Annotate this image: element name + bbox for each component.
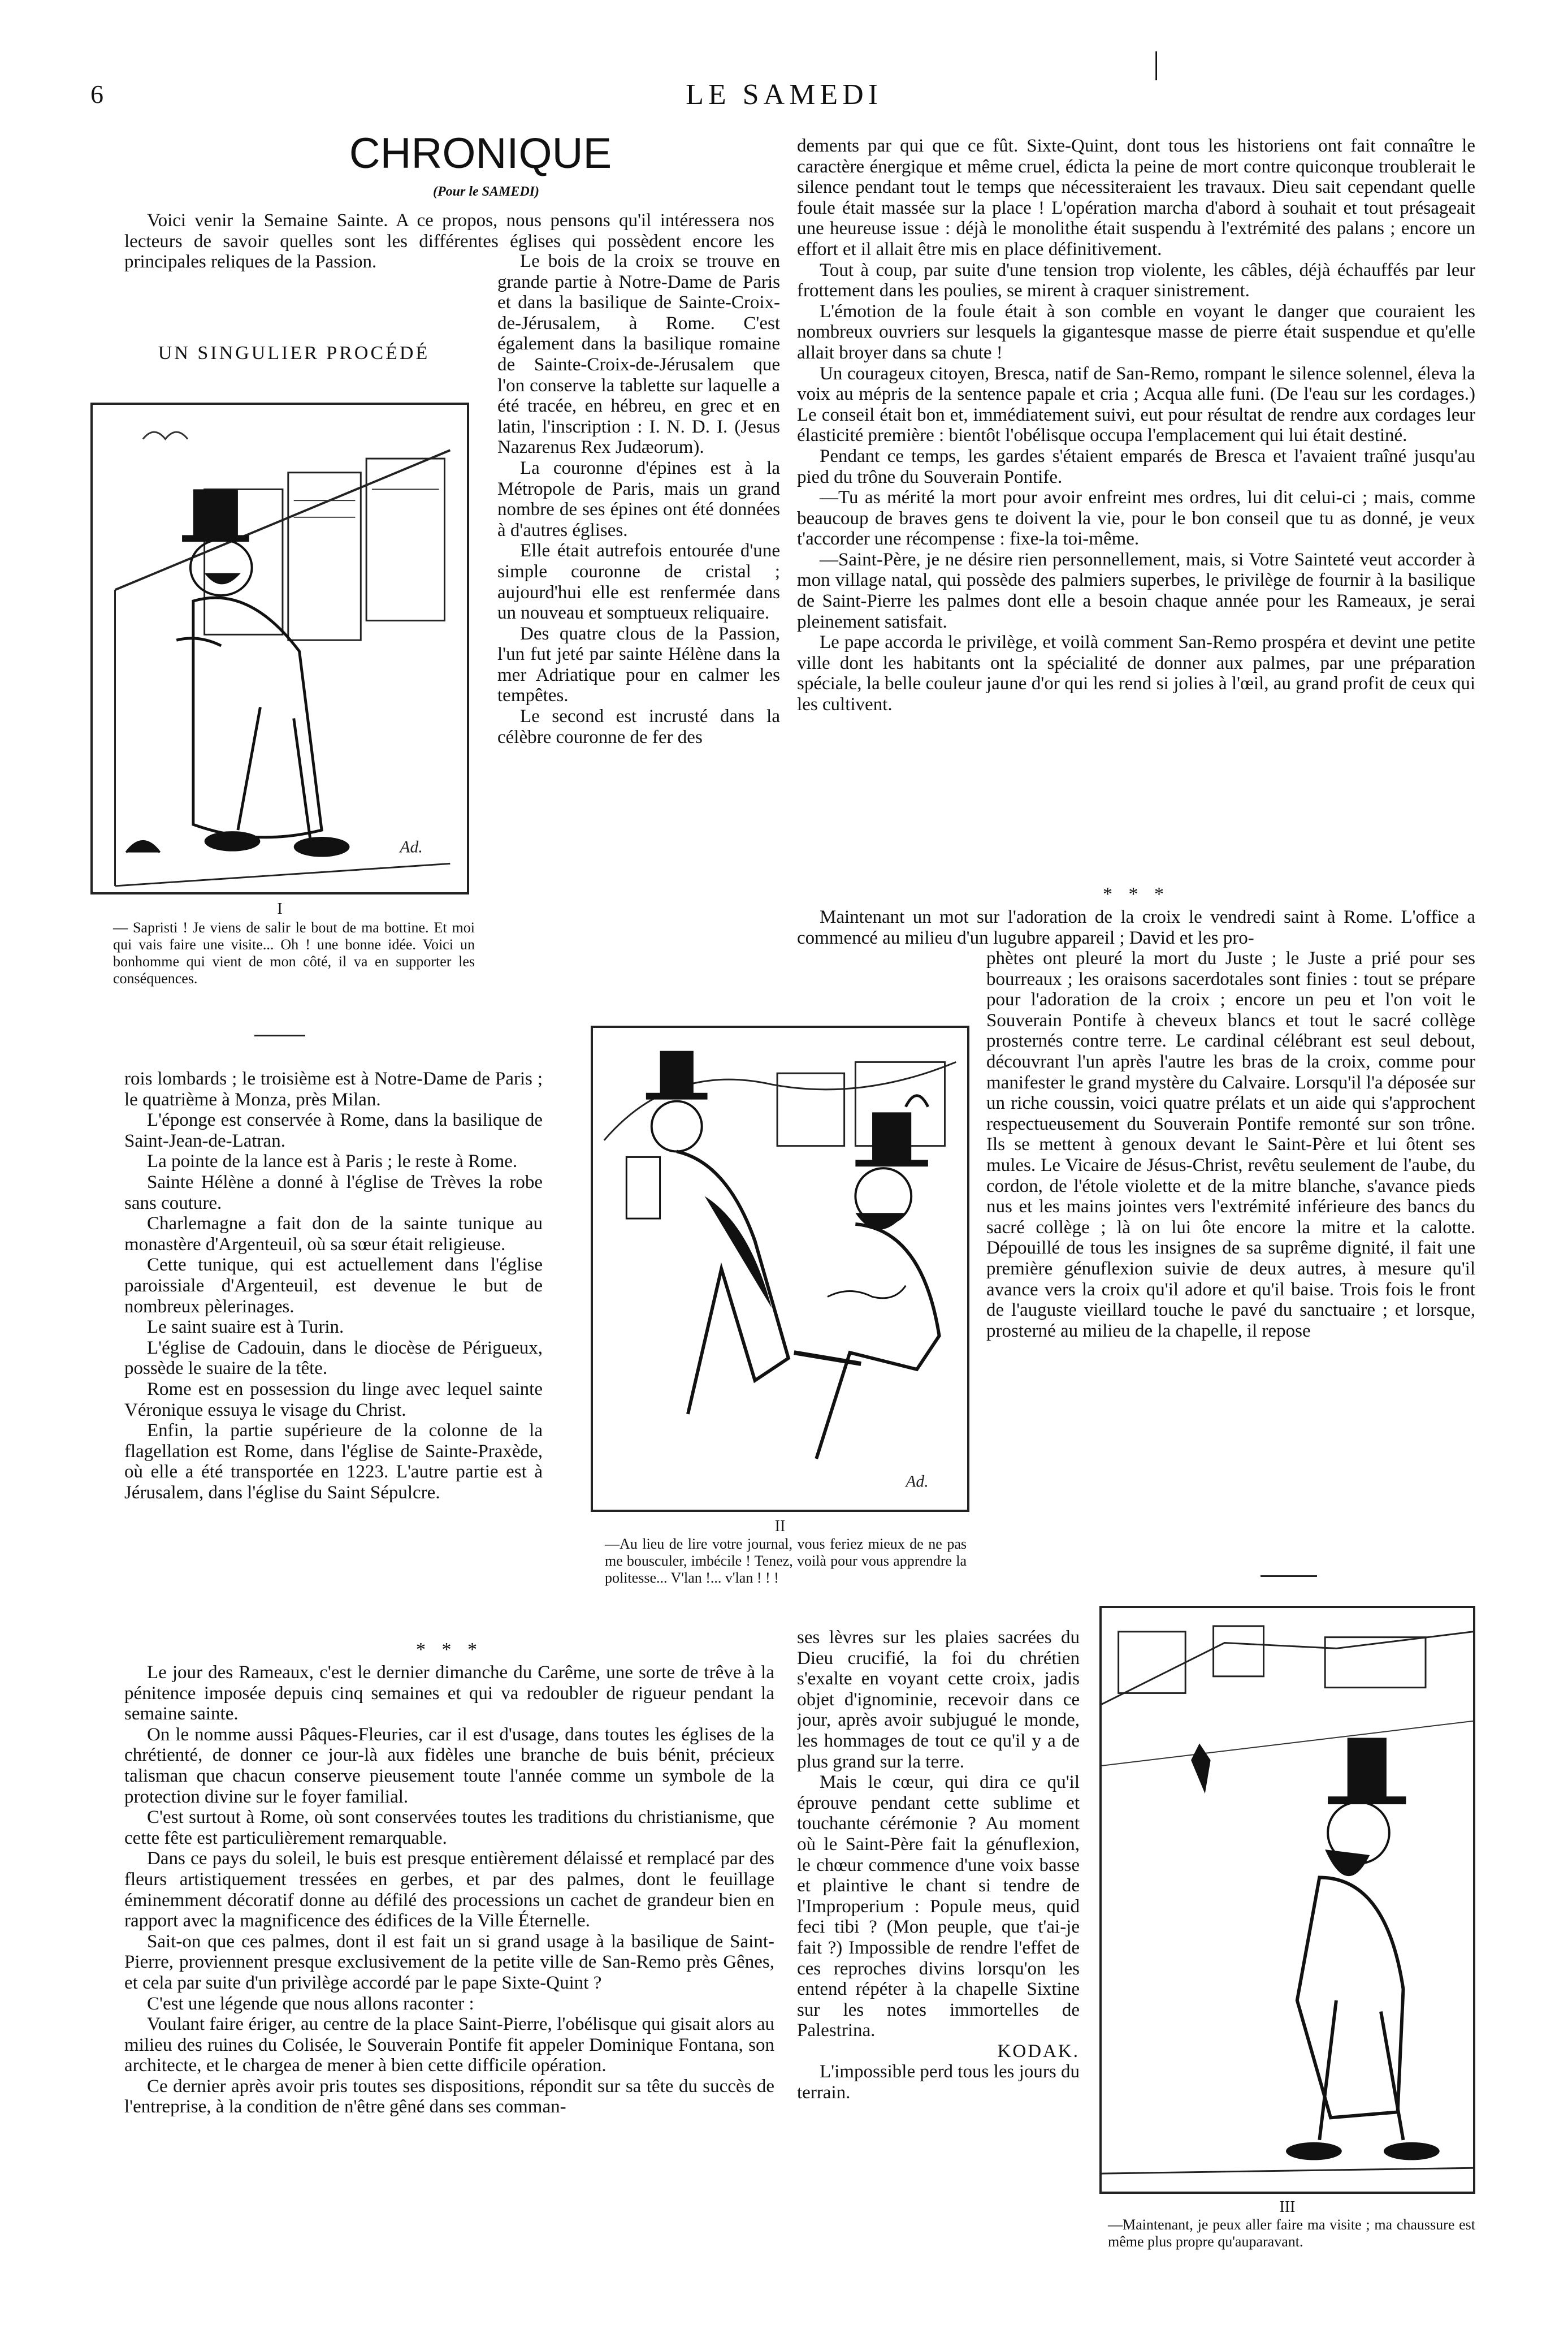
cartoon-figure-2-drawing [593,1028,967,1510]
paragraph: L'impossible perd tous les jours du terrain. [797,2062,1080,2103]
cartoon-figure-3-drawing [1102,1608,1473,2192]
relics-column-lower [124,1069,543,1503]
section-separator: * * * [416,1639,483,1660]
paragraph: Des quatre clous de la Passion, l'un fut jeté par sainte Hélène dans la mer Adriatique pour en calmer les tempêtes. [497,623,780,706]
rameaux-section [124,1662,774,2117]
paragraph: Mais le cœur, qui dira ce qu'il éprouve pendant cette sublime et touchante cérémonie ? Au moment où le Saint-Père fait la génuflexion, le chœur commence d'une voix basse et plaintive le chant si tendre de l'Improperium : Popule meus, quid feci tibi ? (Mon peuple, que t'ai-je fait ?) Impossible de rendre l'effet de ces reproches divins lorsqu'on les entend répéter à la chapelle Sixtine sur les notes immortelles de Palestrina. [797,1772,1080,2041]
author-signature: KODAK. [997,2041,1080,2062]
paragraph: L'église de Cadouin, dans le diocèse de Périgueux, possède le suaire de la tête. [124,1337,543,1379]
fig1-caption: — Sapristi ! Je viens de salir le bout de ma bottine. Et moi qui vais faire une visite... Oh ! une bonne idée. Voici un bonhomme qui vient de mon côté, il va en supporter les conséquences. [113,919,475,987]
paragraph: Rome est en possession du linge avec lequel sainte Véronique essuya le visage du Christ. [124,1378,543,1420]
paragraph: Voulant faire ériger, au centre de la place Saint-Pierre, l'obélisque qui gisait alors au milieu des ruines du Colisée, le Souverain Pontife fit appeler Dominique Fontana, son architecte, et le chargea de mener à bien cette difficile opération. [124,2014,774,2076]
article-title: CHRONIQUE [349,129,612,178]
paragraph: Ce dernier après avoir pris toutes ses dispositions, répondit sur sa tête du succès de l'entreprise, à la condition de n'être gêné dans ses comman- [124,2076,774,2117]
fig1-signature: Ad. [400,838,423,857]
paragraph: Pendant ce temps, les gardes s'étaient emparés de Bresca et l'avaient traîné jusqu'au pied du trône du Souverain Pontife. [797,446,1475,487]
fig3-number: III [1279,2198,1296,2216]
article-byline: (Pour le SAMEDI) [432,184,540,199]
paragraph: Un courageux citoyen, Bresca, natif de San-Remo, rompant le silence solennel, éleva la voix au mépris de la sentence papale et cria ; Acqua alle funi. (De l'eau sur les cordages.) Le conseil était bon et, immédiatement suivi, eut pour résultat de rendre aux cordages leur élasticité première : bientôt l'obélisque occupa l'emplacement qui lui était destiné. [797,363,1475,446]
fig1-number: I [277,900,283,918]
paragraph: On le nomme aussi Pâques-Fleuries, car il est d'usage, dans toutes les églises de la chrétienté, de donner ce jour-là aux fidèles une branche de buis bénit, précieux talisman que chacun conserve pieusement toute l'année comme un symbole de la protection divine sur le foyer familial. [124,1724,774,1807]
paragraph: Le bois de la croix se trouve en grande partie à Notre-Dame de Paris et dans la basilique de Sainte-Croix-de-Jérusalem, à Rome. C'est également dans la basilique romaine de Sainte-Croix-de-Jérusalem que l'on conserve la tablette sur laquelle a été tracée, en hébreu, en grec et en latin, l'inscription : I. N. D. I. (Jesus Nazarenus Rex Judæorum). [497,251,780,458]
fig2-caption: —Au lieu de lire votre journal, vous feriez mieux de ne pas me bousculer, imbécile ! Tenez, voilà pour vous apprendre la politesse... V'lan !... v'lan ! ! ! [605,1536,967,1586]
paragraph: Enfin, la partie supérieure de la colonne de la flagellation est Rome, dans l'église de Sainte-Praxède, où elle a été transportée en 1223. L'autre partie est à Jérusalem, dans l'église du Saint Sépulcre. [124,1420,543,1503]
obelisk-story [797,136,1475,715]
cartoon-figure-2 [591,1026,969,1512]
paragraph: Sait-on que ces palmes, dont il est fait un si grand usage à la basilique de Saint-Pierre, proviennent presque exclusivement de la petite ville de San-Remo près Gênes, et cela par suite d'un privilège accordé par le pape Sixte-Quint ? [124,1931,774,1993]
corner-mark: | [1153,46,1160,81]
paragraph: Charlemagne a fait don de la sainte tunique au monastère d'Argenteuil, où sa sœur était religieuse. [124,1213,543,1255]
page-number: 6 [90,80,103,109]
paragraph: Le second est incrusté dans la célèbre couronne de fer des [497,706,780,747]
paragraph: C'est surtout à Rome, où sont conservées toutes les traditions du christianisme, que cette fête est particulièrement remarquable. [124,1807,774,1848]
cartoon-figure-3 [1099,1606,1475,2194]
paragraph: Dans ce pays du soleil, le buis est presque entièrement délaissé et remplacé par des fleurs artistiquement tressées en gerbes, et par des palmes, dont le feuillage éminemment décoratif donne au défilé des processions un cachet de grandeur bien en rapport avec la magnificence des édifices de la Ville Éternelle. [124,1848,774,1931]
vendredi-intro: Maintenant un mot sur l'adoration de la croix le vendredi saint à Rome. L'office a commencé au milieu d'un lugubre appareil ; David et les pro- [797,907,1475,948]
paragraph: La pointe de la lance est à Paris ; le reste à Rome. [147,1151,518,1172]
cartoon-series-title: UN SINGULIER PROCÉDÉ [158,343,430,364]
paragraph: dements par qui que ce fût. Sixte-Quint, dont tous les historiens ont fait connaître le caractère énergique et même cruel, édicta la peine de mort contre quiconque troublerait le silence pendant tout le temps que nécessiteraient les travaux. Dieu sait cependant quelle foule était massée sur la place ! L'opération marcha d'abord à souhait et tout présageait une heureuse issue : déjà le monolithe était suspendu à l'extrémité des palans ; encore un effort et il allait être mis en place définitivement. [797,136,1475,260]
fig3-caption: —Maintenant, je peux aller faire ma visite ; ma chaussure est même plus propre qu'auparavant. [1108,2216,1475,2250]
intro-paragraph: Voici venir la Semaine Sainte. A ce propos, nous pensons qu'il intéressera nos lecteurs de savoir quelles sont les différentes églises qui possèdent encore les principales reliques de la Passion. [124,210,774,273]
paragraph: L'éponge est conservée à Rome, dans la basilique de Saint-Jean-de-Latran. [124,1110,543,1151]
fig1-rule [254,1035,305,1036]
paragraph: Tout à coup, par suite d'une tension trop violente, les câbles, déjà échauffés par leur frottement dans les poulies, se mirent à craquer sinistrement. [797,260,1475,301]
cartoon-figure-1 [90,403,469,894]
paragraph: —Tu as mérité la mort pour avoir enfreint mes ordres, lui dit celui-ci ; mais, comme beaucoup de braves gens te doivent la vie, pour le bon conseil que tu as donné, je veux t'accorder une récompense : fixe-la toi-même. [797,487,1475,550]
paragraph: rois lombards ; le troisième est à Notre-Dame de Paris ; le quatrième à Monza, près Milan. [124,1069,543,1110]
paragraph: —Saint-Père, je ne désire rien personnellement, mais, si Votre Sainteté veut accorder à mon village natal, qui possède des palmiers superbes, le privilège de fournir à la basilique de Saint-Pierre les palmes dont elle a besoin chaque année pour les Rameaux, je serai pleinement satisfait. [797,549,1475,632]
paragraph: Le saint suaire est à Turin. [147,1317,344,1338]
paragraph: Cette tunique, qui est actuellement dans l'église paroissiale d'Argenteuil, est devenue le but de nombreux pèlerinages. [124,1255,543,1317]
paragraph: La couronne d'épines est à la Métropole de Paris, mais un grand nombre de ses épines ont été données à d'autres églises. [497,457,780,541]
paragraph: L'émotion de la foule était à son comble en voyant le danger que couraient les nombreux ouvriers sur lesquels la gigantesque masse de pierre était suspendue et qu'elle allait broyer dans sa chute ! [797,301,1475,363]
vendredi-paragraph: phètes ont pleuré la mort du Juste ; le Juste a prié pour ses bourreaux ; les oraisons sacerdotales sont finies : tout se prépare pour l'adoration de la croix ; encore un peu et l'on voit le Souverain Pontife à cheveux blancs et tout le sacré collège prosternés contre terre. Le cardinal célébrant est seul debout, découvrant l'un après l'autre les bras de la croix, comme pour manifester le grand mystère du Calvaire. Lorsqu'il l'a déposée sur un riche coussin, voici quatre prélats et un aide qui s'approchent respectueusement du Souverain Pontife remonté sur son trône. Ils se mettent à genoux devant le Saint-Père et lui ôtent ses mules. Le Vicaire de Jésus-Christ, revêtu seulement de l'aube, du cordon, de l'étole violette et de la mitre blanche, s'avance pieds nus et les mains jointes vers l'extrémité inférieure des bancs du sacré collège ; là on lui ôte encore la mitre et la calotte. Dépouillé de tous les insignes de sa suprême dignité, il fait une première génuflexion suivie de deux autres, à mesure qu'il avance vers la croix qu'il adore et qu'il baise. Trois fois le front de l'auguste vieillard touche le pavé du sanctuaire ; et lorsque, prosterné au milieu de la chapelle, il repose [986,948,1475,1341]
paragraph: Le pape accorda le privilège, et voilà comment San-Remo prospéra et devint une petite ville dont les habitants ont la spécialité de donner aux palmes, par une préparation spéciale, la belle couleur jaune d'or qui les rend si jolies à l'œil, au grand profit de ceux qui les cultivent. [797,632,1475,715]
paragraph: Le jour des Rameaux, c'est le dernier dimanche du Carême, une sorte de trêve à la pénitence imposée depuis cinq semaines et qui va redoubler de rigueur pendant la semaine sainte. [124,1662,774,1725]
masthead: LE SAMEDI [686,79,882,111]
improperium-column [797,1627,1080,2103]
paragraph: Elle était autrefois entourée d'une simple couronne de cristal ; aujourd'hui elle est renfermée dans un nouveau et somptueux reliquaire. [497,541,780,624]
fig2-number: II [774,1518,786,1535]
fig2-signature: Ad. [906,1472,929,1491]
section-separator-2: * * * [1103,884,1169,905]
cartoon-figure-1-drawing [93,405,467,892]
relics-column-upper [497,251,780,747]
paragraph: C'est une légende que nous allons raconter : [147,1993,474,2014]
paragraph: ses lèvres sur les plaies sacrées du Dieu crucifié, la foi du chrétien s'exalte en voyant cette croix, jadis objet d'ignominie, recevoir dans ce jour, après avoir subjugué le monde, les hommages de tout ce qu'il y a de plus grand sur la terre. [797,1627,1080,1772]
paragraph: Sainte Hélène a donné à l'église de Trèves la robe sans couture. [124,1172,543,1213]
col3-rule [1261,1575,1317,1577]
